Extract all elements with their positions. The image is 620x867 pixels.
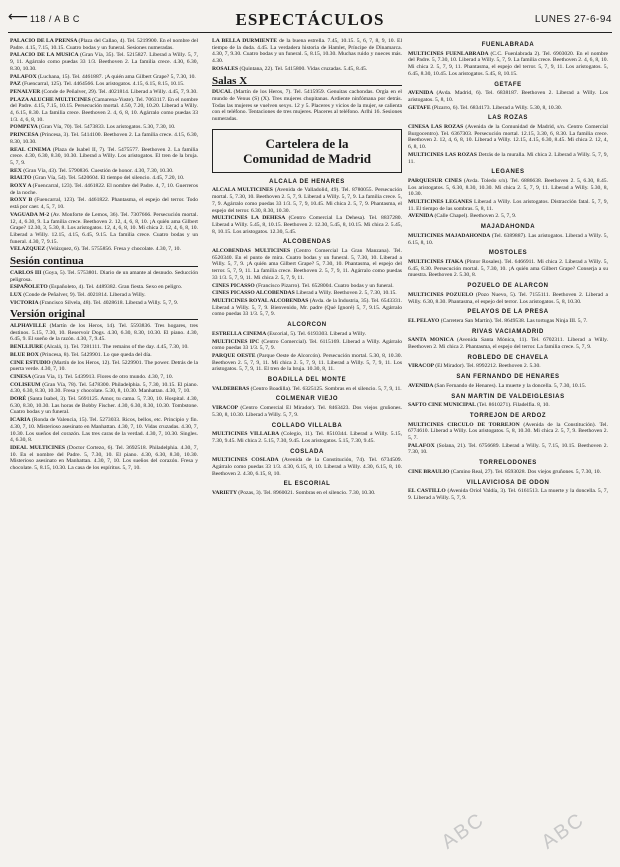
listing-text: (Doctor Cortezo, 6). Tel. 3692518. Philadelphia. 4.30, 7, 10. En el nombre del Padre. 5, 7.30, 10. El piano. 4.30, 6.30, 8.30, 10.30. Misterioso asesinato en Manhattan. 4.30, 7, 10. Los sueños del corazón. Fresa y chocolate. 5, 8.15, 10.30. La casa de los espíritus. 5, 7, 10. (10, 444, 198, 472)
town-heading: EL ESCORIAL (283, 481, 331, 488)
cinema-name: PALAFOX (408, 442, 437, 449)
cinema-name: LUX (10, 291, 24, 298)
listing-entry (408, 363, 608, 370)
abc-watermark: ABC (437, 808, 489, 854)
town-heading: RIVAS VACIAMADRID (472, 328, 544, 335)
listings-towns-cont (408, 42, 608, 502)
listing-entry (10, 147, 198, 167)
listing-text: (Centro Comercial La Gran Manzana). Tel. 6520340. En el punto de mira. Cuatro bodas y un funeral. 5, 7.30, 10. Liberad a Willy. 5, 7, 9. ¡A quién ama Gilbert Grape? 5, 7.30, 10. Phantasma, el espejo del terror. 5, 7, 9, 11. La familia crece. Beethoven 2. 5, 7, 9, 11. Agárralo como puedas 33 1/3. 5, 7, 9, 11. Mi chica 2. 5, 7, 9, 11. (212, 248, 402, 281)
listing-entry (408, 422, 608, 442)
listing-entry (408, 233, 608, 246)
cinema-name: ICARIA (10, 417, 32, 424)
listing-entry (10, 323, 198, 343)
listing-entry (212, 187, 402, 214)
cinema-name: CARLOS III (10, 269, 43, 276)
cinema-name: MULTICINES LAS ROZAS (408, 151, 479, 158)
section-continua-title: Sesión continua (10, 258, 198, 267)
listing-text: (Martín de los Heros, 12). Tel. 5229901. The power. Detrás de la puerta verde. 4.30, 7, 10. (10, 359, 198, 373)
cinema-name: PRINCESA (10, 132, 40, 139)
listing-entry (10, 284, 198, 291)
listing-text: Detrás de la muralla. Mi chica 2. Liberad a Willy. 5, 7, 9, 11. (408, 151, 608, 165)
listing-text: (Escorial, 5). Tel. 6193303. Liberad a Willy. (267, 330, 367, 337)
column-1 (10, 38, 198, 863)
listing-entry (212, 248, 402, 282)
cinema-name: PARQUE OESTE (212, 352, 258, 359)
listing-text: (Princesa, 8). Tel. 5429901. Lo que queda del día. (40, 351, 152, 358)
listings-x (212, 89, 402, 123)
listing-text: (Camarena-Yuste). Tel. 7063117. En el nombre del Padre. 4.15, 7.15, 10.15. Persecución mortal. 4.50, 7.20, 10.20. Liberad a Willy. 4, 6.15, 8.30. La familia crece. Beethoven 2. 4, 6, 8, 10. Agárralo como puedas 33 1/3. 4, 6, 8, 10. (10, 96, 198, 123)
cinema-name: MULTICINES POZUELO (408, 291, 476, 298)
section-original-title: Versión original (10, 311, 198, 320)
listing-entry (10, 183, 198, 196)
listing-text: (Avda. Toledo s/n). Tel. 6886638. Beethoven 2. 5, 6.30, 8.45. Los aristogatos. 5, 6.30, 8.30, 10.30. Mi chica 2. 5, 7, 9, 11. Liberad a Willy. 5.30, 8, 10.30. (408, 177, 608, 198)
listing-entry (212, 339, 402, 352)
cinema-name: ESTRELLA CINEMA (212, 330, 268, 337)
listing-text: (Av. Monforte de Lemos, 36). Tel. 7307666. Persecución mortal. 12, 4, 6.30, 9. La familia crece. Beethoven 2. 12, 4, 6, 8, 10. ¡A quién ama Gilbert Grape? 12.30, 3, 5.30, 8. Los aristogatos. 12, 4, 6, 8, 10. Mi chica 2. 12, 4, 6, 8, 10. Liberad a Willy. 12.15, 4.15, 6.45, 9.15. La familia crece. Cuatro bodas y un funeral. 4.30, 7, 9.15. (10, 211, 198, 245)
cinema-name: MULTICINES IPC (212, 338, 262, 345)
cinema-name: POMPEYA (10, 124, 39, 131)
listing-entry (10, 374, 198, 381)
cinema-name: MULTICINES MAJADAHONDA (408, 232, 492, 239)
town-heading: COLLADO VILLALBA (271, 422, 343, 429)
listing-entry (10, 38, 198, 51)
town-heading: BOADILLA DEL MONTE (267, 377, 347, 384)
listing-entry (10, 300, 198, 307)
listing-entry (408, 488, 608, 501)
listing-text: (Francisco Pizarro). Tel. 6528004. Cuatro bodas y un funeral. (256, 282, 394, 289)
listing-text: (Avenida Santa Mónica, 11). Tel. 6702311. Liberad a Willy. Beethoven 2. Mi chica 2. Phantasma, el espejo del terror. La familia crece. 5, 7, 9. (408, 337, 608, 351)
listing-text: (Gran Vía, 54). Tel. 5420604. El tiempo del silencio. 4.45, 7.20, 10. (32, 175, 185, 182)
listing-text: (Avenida de la Constitución). Tel. 6774610. Liberad a Willy. Los aristogatos. 5, 8, 10.30. Mi chica 2. 5, 7, 9. Beethoven 2. 5, 7. (408, 421, 608, 442)
listing-entry (212, 405, 402, 418)
cinema-name: CINESA LAS ROZAS (408, 124, 466, 131)
cinema-name: MULTICINES LA DEHESA (212, 215, 289, 222)
listings-cinemas-cont (212, 38, 402, 73)
listing-entry (408, 402, 608, 409)
listing-entry (10, 124, 198, 131)
cinema-name: GETAFE (408, 104, 432, 111)
cinema-name: RIALTO (10, 175, 33, 182)
listing-text: (Tel. 6389887). Las aristogatos. Liberad a Willy. 5, 6.15, 8, 10. (408, 232, 608, 246)
listing-text: (Avenida de la Constitución, 74). Tel. 6734509. Agárralo como puedas 33 1/3. 4.30, 6.15, 8, 10. Liberad a Willy. 4.30, 6.15, 8, 10. Beethoven 2. 4.30, 6.15, 8, 10. (212, 457, 402, 477)
page-number: 118 / A B C (30, 14, 80, 24)
listing-text: (El Mirador). Tel. 8992212. Beethoven 2. 5.30. (435, 363, 541, 370)
listing-entry (212, 89, 402, 123)
cinema-name: VALDEBEBAS (212, 385, 251, 392)
town-heading: COLMENAR VIEJO (275, 396, 339, 403)
listing-entry (212, 331, 402, 338)
listing-text: (Pizarro, 6). Tel. 6834173. Liberad a Willy. 5.30, 8, 10.30. (431, 104, 563, 111)
page-header (8, 10, 612, 30)
listing-text: Liberad a Willy. Los aristogatos. Distracción fatal. 5, 7, 9, 11. El tiempo de las sombras. 5, 8, 11. (408, 199, 608, 212)
listing-text: (San Fernando de Henares). La muerte y la doncella. 5, 7.30, 10.15. (434, 382, 587, 389)
cinema-name: REX (10, 167, 24, 174)
cinema-name: PALACIO DE LA MUSICA (10, 52, 80, 59)
listing-entry (10, 344, 198, 351)
listing-entry (408, 105, 608, 112)
listing-text: (Fuencarral, 125). Tel. 4464566. Los aristogatos. 4.15, 6.15, 8.15, 10.15. (22, 81, 185, 88)
listing-text: (Ronda de Valencia, 15). Tel. 5273033. Ricos, bellos, etc. Principio y fin. 4.30, 7, 10. Misterioso asesinato en Manhattan. 4.30, 7, 10. Vidas cruzadas. 4.30, 7, 10.30. Los sueños del corazón. Las tres caras de la verdad. 4.30, 7, 10.30. Singles. 4, 6.30, 8. (10, 417, 198, 444)
listing-text: (Avda. Madrid, 6). Tel. 6838187. Beethoven 2. Liberad a Willy. Los aristogatos. 5, 8, 10. (408, 90, 608, 103)
listing-entry (10, 168, 198, 175)
cinema-name: ROXY A (10, 183, 33, 190)
town-heading: TORREJON DE ARDOZ (469, 412, 547, 419)
listing-text: (Avenida Oriol Valdía, 3). Tel. 6161513. La muerte y la doncella. 5, 7, 9. Liberad a Willy. 5, 7, 9. (408, 488, 608, 501)
listing-text: (Parque Oeste de Alcorcón). Persecución mortal. 5.30, 8, 10.30. Beethoven 2. 5, 7, 9, 11. Mi chica 2. 5, 7, 9, 11. Liberad a Willy. 5, 7, 9, 11. Los aristogatos. 5, 7, 9, 11. El tren de la bruja. 10.30, 8, 11. (212, 352, 402, 373)
listing-text: (Avda. de la Industria, 35). Tel. 6543331. Liberad a Willy. 5, 7, 9. Bienvenido, Mr. padre (Qué Ignoré) 5, 7, 9.15. Agárralo como puedas 33 1/3. 5, 7, 9. (212, 297, 402, 318)
listing-text: (Fuencarral, 123). Tel. 4461822. El nombre del Padre. 4, 7, 10. Guerreros de la noche. (10, 183, 198, 196)
listing-text: (Francisco Silvela, 48). Tel. 4028618. Liberad a Willy. 5, 7, 9. (39, 299, 179, 306)
listing-text: (Quintana, 22). Tel. 5415800. Vidas cruzadas. 5.45, 8.45. (239, 65, 368, 72)
listings-original (10, 323, 198, 472)
column-2 (212, 38, 402, 863)
listing-entry (212, 66, 402, 73)
cinema-name: AVENIDA (408, 90, 437, 97)
listing-entry (408, 443, 608, 456)
listing-entry (10, 270, 198, 283)
listing-text: (Centro Comercial La Dehesa). Tel. 8837280. Liberad a Willy. 5.45, 8, 10.15. Beethoven 2. 12.30, 5.45, 8, 10.15. Mi chica 2. 5.45, 8, 10.15. Los aristogatos. 12.30, 5.45. (212, 215, 402, 235)
town-heading: COSLADA (290, 448, 324, 455)
listing-entry (408, 178, 608, 198)
cinema-name: EL PELAYO (408, 317, 441, 324)
cinema-name: PALAFOX (10, 73, 39, 80)
cinema-name: MULTICINES FUENLABRADA (408, 50, 491, 57)
cinema-name: CINESA (10, 373, 33, 380)
town-heading: ROBLEDO DE CHAVELA (467, 354, 549, 361)
listing-entry (408, 90, 608, 103)
cinema-name: PENALVER (10, 88, 42, 95)
listing-text: (Conde de Peñalver, 9). Tel. 4021814. Liberad a Willy. (23, 291, 146, 298)
cinema-name: MULTICINES ROYAL ALCOBENDAS (212, 297, 310, 304)
cinema-name: EL CASTILLO (408, 488, 448, 495)
town-heading: ALCORCON (287, 322, 327, 329)
cinema-name: PLAZA ALUCHE MULTICINES (10, 96, 93, 103)
listing-text: (Centro Comercial). Tel. 6115169. Liberad a Willy. Agárralo como puedas 33 1/3. 5, 7, 9. (212, 338, 402, 352)
listing-text: (Calle Chapel). Beethoven 2. 5, 7, 9. (434, 213, 517, 220)
cinema-name: SANTA MONICA (408, 337, 457, 344)
listing-entry (212, 490, 402, 497)
cinema-name: AVENIDA (408, 382, 435, 389)
listing-text: (Carretera San Martín). Tel. 8649538. Las tortugas Ninja III. 5, 7. (440, 317, 588, 324)
listing-text: (Camino Real, 27). Tel. 8593028. Dos viejos gruñones. 5, 7.30, 10. (450, 468, 601, 475)
cinema-name: LA BELLA DURMIENTE (212, 38, 280, 44)
cinema-name: MULTICINES CIRCULO DE TORREJON (408, 421, 524, 428)
town-heading: TORRELODONES (479, 460, 537, 467)
listing-entry (408, 213, 608, 220)
listing-text: (Pozas, 3). Tel. 8960021. Sombras en el silencio. 7.30, 10.30. (238, 490, 376, 497)
listings-towns (212, 179, 402, 497)
listings-cinemas (10, 38, 198, 253)
listing-text: (Gran Vía, 70). Tel. 5473833. Los aristogatos. 5.30, 7.30, 10. (38, 124, 176, 131)
listing-text: (Santa Isabel, 3). Tel. 5691125. Amor, tu cama. 5, 7.30, 10. Hospital. 4.30, 6.30, 8.30, 10.30. Las horas de Bobby Fischer. 4.30, 6.30, 8.30, 10.30. Tombstone. Cuatro bodas y un funeral. (10, 396, 198, 416)
back-arrow-icon: ⟵ (8, 9, 29, 25)
section-title: ESPECTÁCULOS (235, 10, 385, 29)
listing-entry (212, 38, 402, 65)
listing-text: (Pintor Rosales). Tel. 6466911. Mi chica 2. Liberad a Willy. 5, 6.45, 8.30. Persecución mortal. 5, 7.30, 10. ¡A quién ama Gilbert Grape? Conserja a su muestra. Beethoven 2. 5.30, 8. (408, 258, 608, 279)
listings-continua (10, 270, 198, 307)
town-heading: SAN FERNANDO DE HENARES (456, 374, 560, 381)
cinema-name: VELAZQUEZ (10, 246, 47, 253)
town-heading: ALCALA DE HENARES (269, 178, 345, 185)
cinema-name: REAL CINEMA (10, 146, 53, 153)
cartelera-title-line1: Cartelera de la (265, 135, 349, 151)
listing-entry (10, 197, 198, 210)
town-heading: GETAFE (494, 81, 522, 88)
listing-entry (10, 81, 198, 88)
town-heading: ALCOBENDAS (282, 239, 332, 246)
town-heading: LAS ROZAS (487, 115, 529, 122)
cinema-name: ALCALA MULTICINES (212, 187, 275, 194)
listing-text: (C.C. Fuenlabrada 2). Tel. 6903020. En el nombre del Padre. 5, 7.30, 10. Liberad a Willy. 5, 7, 9. La familia crece. Beethoven 2. 4, 6, 8, 10. Mi chica 2. 5, 7, 9, 11. Phantasma, el espejo del terror. 5, 7, 9, 11. Los aristogatos. 5, 6.45, 8.30, 10.45. Los aristogatos. 5.45, 8, 10.15. (408, 50, 608, 77)
listing-text: (Españoleto, 4). Tel. 4489382. Gran fiesta. Sexo en peligro. (49, 284, 183, 291)
cinema-name: MULTICINES VILLALBA (212, 431, 282, 438)
listing-entry (212, 457, 402, 477)
listing-text: (Avenida de Valladolid, 49). Tel. 8780055. Persecución mortal. 5, 7.30, 10. Beethoven 2. 5, 7, 9. Liberad a Willy. 5, 7, 9. La familia crece. 5, 7, 9. Agárralo como puedas 33 1/3. 5, 7, 9, 10.45. Mi chica 2. 5, 7, 9. Phantasma, el espejo del terror. 6.30, 8.30, 10.30. (212, 187, 402, 214)
cinema-name: PAZ (10, 81, 23, 88)
cinema-name: VIRACOP (212, 405, 241, 412)
abc-watermark: ABC (537, 808, 589, 854)
listing-entry (10, 132, 198, 145)
cinema-name: COLISEUM (10, 381, 43, 388)
listing-entry (10, 352, 198, 359)
listing-entry (408, 124, 608, 151)
listing-text: (Goya, 5). Tel. 5753801. Diario de un amante al desnudo. Seducción peligrosa. (10, 269, 198, 283)
listing-entry (10, 417, 198, 444)
cinema-name: AVENIDA (408, 213, 435, 220)
listing-entry (212, 215, 402, 235)
listing-text: (Luchana, 15). Tel. 4461887. ¡A quién ama Gilbert Grape? 5, 7.30, 10. (38, 73, 196, 80)
cinema-name: VAGUADA M-2 (10, 211, 51, 218)
listing-text: (Gran Vía, 1). Tel. 5439913. Flores de otro mundo. 4.30, 7, 10. (32, 373, 174, 380)
listing-text: (Pozo Nuevo, 5). Tel. 7155111. Beethoven 2. Liberad a Willy. 6.30, 8.30. Phantasma, el espejo del terror. Los aristogatos. 5, 8, 10.30. (408, 291, 608, 305)
town-heading: LEGANES (491, 169, 525, 176)
listing-entry (10, 382, 198, 395)
listing-entry (10, 396, 198, 416)
cinema-name: BLUE BOX (10, 351, 41, 358)
listing-entry (10, 360, 198, 373)
cinema-name: ALPHAVILLE (10, 323, 50, 330)
cinema-name: DUCAL (212, 89, 234, 96)
town-heading: POZUELO DE ALARCON (467, 283, 549, 290)
listing-entry (408, 199, 608, 212)
listing-entry (408, 152, 608, 165)
listing-entry (212, 386, 402, 393)
header-rule (8, 32, 612, 33)
listing-text: (Plaza del Callao, 4). Tel. 5219900. En el nombre del Padre. 4.15, 7.15, 10.15. Cuatro bodas y un funeral. Sesiones numeradas. (10, 38, 198, 51)
cinema-name: VIRACOP (408, 363, 436, 370)
town-heading: VILLAVICIOSA DE ODON (466, 479, 550, 486)
listing-text: (Princesa, 3). Tel. 5414100. Beethoven 2. La familia crece. 4.15, 6.30, 8.30, 10.30. (10, 132, 198, 145)
listing-entry (408, 292, 608, 305)
cartelera-banner (212, 129, 402, 173)
cinema-name: BENLLIURE (10, 344, 45, 351)
cinema-name: SAFTO CINE MUNICIPAL (408, 402, 477, 409)
listing-text: (Avenida de la Comunidad de Madrid, s/n. Centro Comercial Burgocentro). Tel. 6367303. Persecución mortal. 12.15, 3.30, 6, 8.30. La familia crece. Beethoven 2. 12, 4, 6, 8, 10. Liberad a Willy. 12.15, 4.15, 6.30, 8.45. Mi chica 2. 12, 4, 6, 8, 10. (408, 124, 608, 151)
listing-text: (Colegio, 11). Tel. 8510344. Liberad a Willy. 5.15, 7.30, 9.45. Mi chica 2. 5.15, 7.30, 9.45. Los aristogatos. 5.15, 7.30, 9.45. (212, 431, 402, 444)
listing-text: (Velázquez, 6). Tel. 5755856. Fresa y chocolate. 4.30, 7, 10. (46, 246, 181, 253)
listing-entry (10, 97, 198, 124)
cinema-name: CINES PICASSO (212, 282, 257, 289)
cinema-name: IDEAL MULTICINES (10, 444, 68, 451)
listing-text: (Martín de los Heros, 7). Tel. 5415959. Genuitas cachondas. Orgía en el mundo de Venus (S) (X). Tres mujeres chupitanas. Ardiente ninfómana por detrás. Todas las mujeres se vuelven sexys. 12 y 5. Placeres y vicios de la mujer, se calienta con el teléfono. Tentaciones de tres mujeres. Placeres al teléfono. Arlhi 16. Sesiones numeradas. (212, 89, 402, 123)
listing-entry (408, 51, 608, 78)
listing-entry (212, 431, 402, 444)
cinema-name: CINE BRAULIO (408, 468, 451, 475)
listing-text: (Martín de los Heros, 14). Tel. 5593836. Tres hogares, tres destinos. 5.15, 7.30, 10. Reservoir Dogs. 4.30, 6.30, 8.30, 10.30. El piano. 4.30, 6.45, 9. El sueño de la razón. 4.30, 7, 9.45. (10, 323, 198, 343)
listing-text: de la buena estrella. 7.45, 10.15. 5, 6, 7, 8, 9, 10. El tiempo de la duda. 4.45. La verdadera historia de Hamlet, Príncipe de Dinamarca. 4.30, 7, 9.30. Cuatro bodas y un funeral. 5, 8.15, 10.30. Muchas ruido y nueces más. 4.30. (212, 38, 402, 65)
listing-text: (Solana, 21). Tel. 6756689. Liberad a Willy. 5, 7.15, 10.15. Beethoven 2. 7.30, 10. (408, 442, 608, 456)
cinema-name: ESPAÑOLETO (10, 284, 50, 291)
listing-entry (408, 259, 608, 279)
cinema-name: MULTICINES ITAKA (408, 258, 465, 265)
listing-text: (Tel. 8610271). Filadelfia. 8, 10. (476, 402, 550, 409)
town-heading: MOSTOLES (488, 250, 528, 257)
listing-text: (Gran Vía, 43). Tel. 5790836. Cuestión de honor. 4.30, 7.30, 10.30. (23, 167, 174, 174)
listing-entry (212, 298, 402, 318)
town-heading: SAN MARTIN DE VALDEIGLESIAS (451, 393, 565, 400)
listing-entry (212, 353, 402, 373)
listing-text: (Alcalá, 1). Tel. 7281111. The remains of the day. 4.45, 7.30, 10. (44, 344, 189, 351)
listing-entry (10, 445, 198, 472)
listing-text: (Gran Vía, 78). Tel. 5478300. Philadelphia. 5, 7.30, 10.15. El piano. 4.30, 6.30, 8.30, 10.30. Fresa y chocolate. 5.30, 8, 10.30. Manhattan. 4.30, 7, 10. (10, 381, 198, 395)
listing-entry (10, 89, 198, 96)
cinema-name: ALCOBENDAS MULTICINES (212, 248, 294, 255)
listing-entry (212, 290, 402, 297)
listing-entry (10, 212, 198, 246)
listing-entry (408, 337, 608, 350)
cinema-name: MULTICINES COSLADA (212, 457, 282, 464)
cinema-name: DORÉ (10, 396, 28, 403)
listing-entry (10, 175, 198, 182)
listing-text: (Gran Vía, 35). Tel. 5215827. Liberad a Willy. 5, 7, 9, 11. Agárralo como puedas 33 1/3. Beethoven 2. La familia crece. 4.30, 6.30, 8.30, 10.30. (10, 52, 198, 72)
listing-entry (10, 74, 198, 81)
listing-entry (10, 246, 198, 253)
listing-text: (Centro Comercial El Mirador). Tel. 8463423. Dos viejos gruñones. 5.30, 8, 10.30. Liberad a Willy. 5, 7, 9. (212, 405, 402, 418)
listing-entry (212, 283, 402, 290)
cinema-name: PARQUESUR CINES (408, 177, 464, 184)
cinema-name: ROSALES (212, 65, 240, 72)
listing-text: (Plaza de Isabel II, 7). Tel. 5475577. Beethoven 2. La familia crece. 4.30, 6.30, 8.30, 10.30. Liberad a Willy. Los aristogatos. El tren de la bruja. 5, 7, 9. (10, 146, 198, 166)
cinema-name: MULTICINES LEGANES (408, 199, 475, 206)
cinema-name: VICTORIA (10, 299, 40, 306)
cinema-name: CINE ESTUDIO (10, 359, 53, 366)
listing-entry (408, 383, 608, 390)
listing-text: (Fuencarral, 123). Tel. 4461822. Phantasma, el espejo del terror. Todo está por caer. 4, 5, 7, 10. (10, 197, 198, 211)
town-heading: MAJADAHONDA (480, 224, 536, 231)
cinema-name: CINES PICASSO ALCOBENDAS (212, 290, 297, 297)
cinema-name: VARIETY (212, 490, 239, 497)
listing-entry (408, 469, 608, 476)
column-3 (408, 38, 608, 863)
town-heading: PELAYOS DE LA PRESA (467, 309, 549, 316)
town-heading: FUENLABRADA (481, 42, 535, 48)
listing-entry (408, 318, 608, 325)
cinema-name: PALACIO DE LA PRENSA (10, 38, 79, 44)
issue-date: LUNES 27-6-94 (534, 14, 612, 25)
listing-text: Liberad a Willy. Beethoven 2. 5, 7.30, 10.15. (296, 290, 397, 297)
listing-text: (Centro Boadilla). Tel. 6325125. Sombras en el silencio. 5, 7, 9, 11. (250, 385, 402, 392)
cartelera-title-line2: Comunidad de Madrid (243, 150, 371, 166)
listing-entry (10, 292, 198, 299)
listing-entry (10, 52, 198, 72)
cinema-name: ROXY B (10, 197, 35, 204)
listing-text: (Conde de Peñalver, 29). Tel. 4021814. Liberad a Willy. 4.45, 7, 9.30. (41, 88, 198, 95)
section-x-title: Salas X (212, 78, 402, 87)
